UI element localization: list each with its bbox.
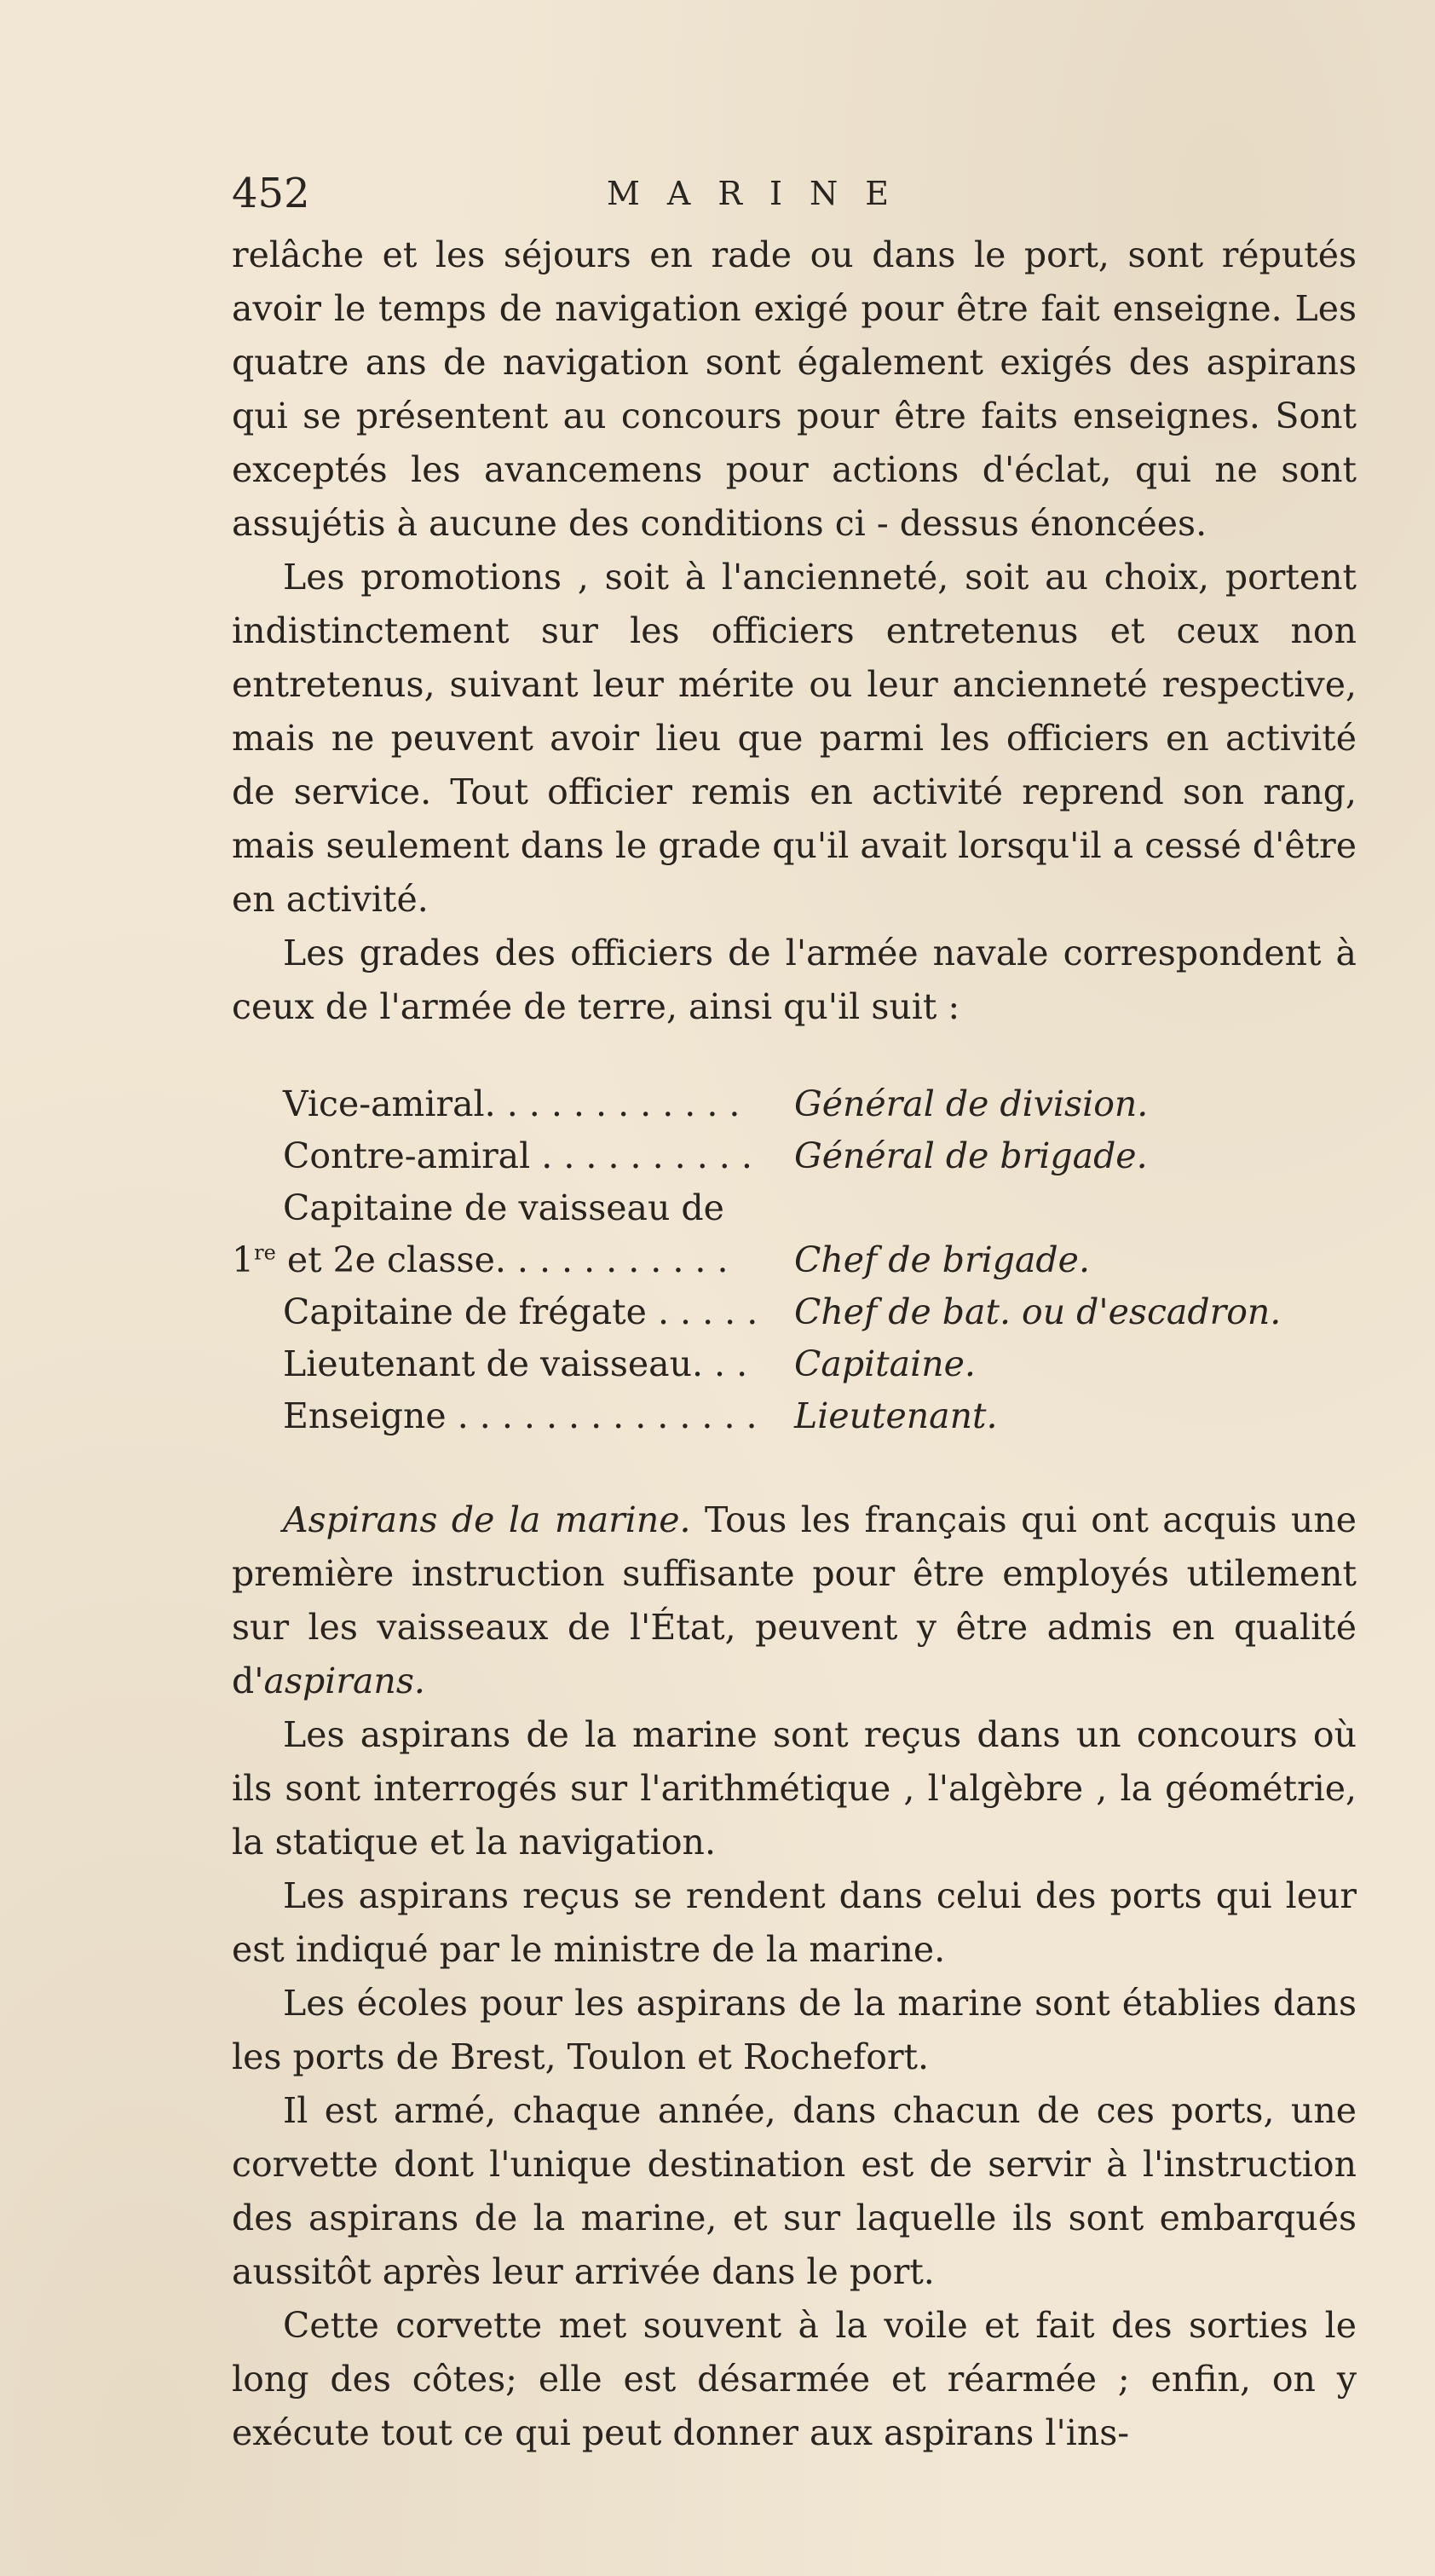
rank-row	[232, 1078, 1357, 1130]
paragraph-promotions: Les promotions , soit à l'ancienneté, soit au choix, portent indistinctement sur les officiers entretenus et ceux non entretenus, suivant leur mérite ou leur ancienneté respective, mais ne peuvent avoir lieu que parmi les officiers en activité de service. Tout officier remis en activité reprend son rang, mais seulement dans le grade qu'il avait lorsqu'il a cessé d'être en activité.	[232, 557, 1357, 920]
paragraph-text: Tous les français qui ont acquis une première instruction suffisante pour être employés utilement sur les vaisseaux de l'État, peuvent y être admis en qualité d'	[232, 1499, 1357, 1701]
running-head	[232, 164, 1203, 223]
army-rank: Général de brigade.	[794, 1135, 1148, 1176]
paragraph-grades-intro: Les grades des officiers de l'armée navale correspondent à ceux de l'armée de terre, ainsi qu'il suit :	[232, 933, 1357, 1027]
army-rank: Chef de brigade.	[794, 1239, 1090, 1280]
army-rank: Chef de bat. ou d'escadron.	[794, 1291, 1282, 1332]
paragraph-continuation: relâche et les séjours en rade ou dans le port, sont réputés avoir le temps de navigation exigé pour être fait enseigne. Les quatre ans de navigation sont également exigés des aspirans qui se présentent au concours pour être faits enseignes. Sont exceptés les avancemens pour actions d'éclat, qui ne sont assujétis à aucune des conditions ci - dessus énoncées.	[232, 234, 1357, 544]
rank-equivalence-table	[232, 1078, 1357, 1442]
army-rank	[794, 1182, 1357, 1234]
navy-rank: Capitaine de vaisseau de	[283, 1187, 724, 1228]
paragraph-aspirans-definition	[232, 1493, 1357, 1708]
section-lead: Aspirans de la marine.	[283, 1499, 691, 1540]
rank-row	[232, 1286, 1357, 1338]
army-rank: Capitaine.	[794, 1343, 976, 1384]
rank-row	[232, 1390, 1357, 1442]
page-number: 452	[232, 170, 310, 217]
navy-rank: Lieutenant de vaisseau. . .	[283, 1343, 748, 1384]
navy-rank	[232, 1234, 794, 1286]
navy-rank: Contre-amiral . . . . . . . . . .	[283, 1135, 752, 1176]
navy-rank: Vice-amiral. . . . . . . . . . . .	[283, 1083, 741, 1124]
army-rank: Général de division.	[794, 1083, 1149, 1124]
rank-row	[232, 1338, 1357, 1390]
paragraph-concours: Les aspirans de la marine sont reçus dans un concours où ils sont interrogés sur l'arithmétique , l'algèbre , la géométrie, la statique et la navigation.	[232, 1714, 1357, 1863]
army-rank: Lieutenant.	[794, 1395, 998, 1436]
paragraph-ecoles: Les écoles pour les aspirans de la marine sont établies dans les ports de Brest, Toulon et Rochefort.	[232, 1983, 1357, 2077]
rank-row	[232, 1182, 1357, 1234]
paragraph-sorties: Cette corvette met souvent à la voile et fait des sorties le long des côtes; elle est désarmée et réarmée ; enfin, on y exécute tout ce qui peut donner aux aspirans l'ins-	[232, 2305, 1357, 2453]
body-text	[232, 228, 1357, 2460]
spacer	[232, 1442, 1357, 1493]
navy-rank-ordinal-suffix: re	[254, 1240, 276, 1265]
rank-row	[232, 1234, 1357, 1286]
paragraph-corvette: Il est armé, chaque année, dans chacun de ces ports, une corvette dont l'unique destination est de servir à l'instruction des aspirans de la marine, et sur laquelle ils sont embarqués aussitôt après leur arrivée dans le port.	[232, 2090, 1357, 2292]
navy-rank-ordinal: 1	[232, 1239, 255, 1280]
running-title: MARINE	[607, 175, 916, 212]
navy-rank: Enseigne . . . . . . . . . . . . . .	[283, 1395, 758, 1436]
italic-term: aspirans.	[263, 1661, 425, 1701]
spacer	[232, 1034, 1357, 1078]
navy-rank-text: et 2e classe. . . . . . . . . . .	[275, 1239, 729, 1280]
rank-row	[232, 1130, 1357, 1182]
navy-rank: Capitaine de frégate . . . . .	[283, 1291, 758, 1332]
paragraph-ports: Les aspirans reçus se rendent dans celui des ports qui leur est indiqué par le ministre de la marine.	[232, 1875, 1357, 1970]
